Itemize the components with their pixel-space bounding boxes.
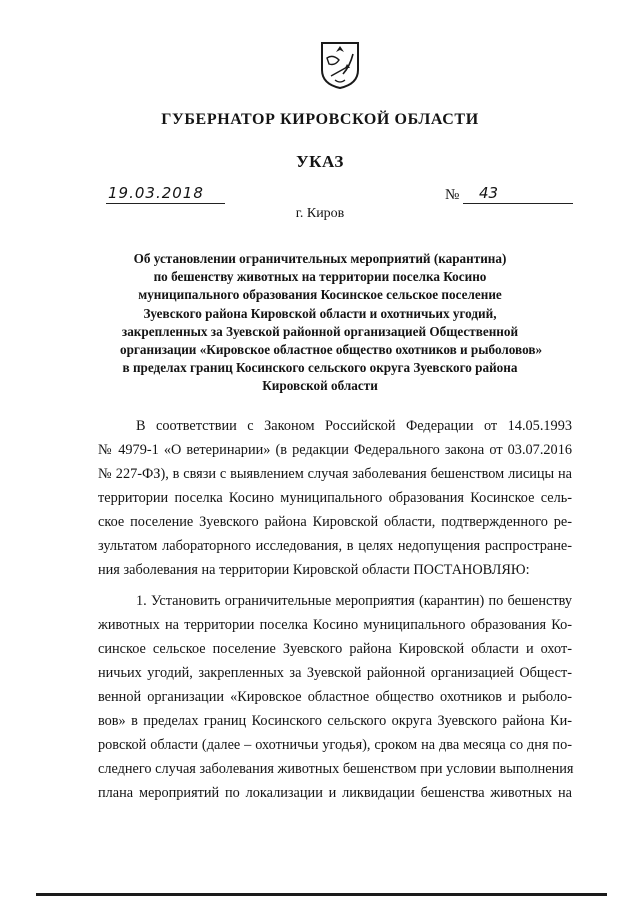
title-line: Об установлении ограничительных мероприятий (карантина)	[133, 251, 507, 266]
body-line: ровской области (далее – охотничьи угодья), сроком на два месяца со дня по-	[98, 737, 572, 753]
body-line: зультатом лабораторного исследования, в целях недопущения распростране-	[98, 538, 572, 554]
body-line: В соответствии с Законом Российской Федерации от 14.05.1993	[136, 418, 572, 434]
title-line: в пределах границ Косинского сельского округа Зуевского района	[122, 360, 518, 376]
title-line: закрепленных за Зуевской районной организацией Общественной	[121, 323, 519, 339]
body-line: плана мероприятий по локализации и ликвидации бешенства животных на	[98, 785, 572, 801]
body-line: вов» в пределах границ Косинского сельского округа Зуевского района Ки-	[98, 713, 572, 729]
document-date: 19.03.2018	[106, 183, 225, 204]
body-line: 1. Установить ограничительные мероприятия (карантин) по бешенству	[136, 593, 572, 609]
title-line: организации «Кировское областное общество охотников и рыболовов»	[120, 342, 543, 358]
document-type: УКАЗ	[296, 152, 344, 171]
issuing-authority: ГУБЕРНАТОР КИРОВСКОЙ ОБЛАСТИ	[161, 111, 479, 128]
page-bottom-border	[36, 893, 607, 896]
body-line: ничьих угодий, закрепленных за Зуевской районной организацией Общест-	[98, 665, 572, 681]
body-line: № 227-ФЗ), в связи с выявлением случая заболевания бешенством лисицы на	[98, 466, 572, 482]
body-line: ния заболевания на территории Кировской области ПОСТАНОВЛЯЮ:	[98, 562, 530, 578]
body-line: синское сельское поселение Зуевского района Кировской области и охот-	[98, 641, 572, 657]
coat-of-arms-icon	[319, 40, 361, 90]
number-sign: №	[445, 187, 460, 203]
body-line: следнего случая заболевания животных бешенством при условии выполнения	[98, 761, 574, 777]
body-line: животных на территории поселка Косино муниципального образования Ко-	[98, 617, 572, 633]
place-of-issue: г. Киров	[295, 206, 345, 221]
body-line: № 4979-1 «О ветеринарии» (в редакции Федерального закона от 03.07.2016	[98, 442, 572, 458]
document-number: 43	[463, 183, 573, 204]
title-line: Кировской области	[262, 378, 378, 394]
title-line: по бешенству животных на территории поселка Косино	[153, 269, 487, 285]
document-title	[120, 250, 543, 396]
title-line: муниципального образования Косинское сельское поселение	[138, 287, 502, 303]
body-line: венной организации «Кировское областное общество охотников и рыболо-	[98, 689, 572, 705]
body-line: ское поселение Зуевского района Кировской области, подтвержденного ре-	[98, 514, 572, 530]
body-line: территории поселка Косино муниципального образования Косинское сель-	[98, 490, 572, 506]
title-line: Зуевского района Кировской области и охотничьих угодий,	[143, 305, 497, 321]
